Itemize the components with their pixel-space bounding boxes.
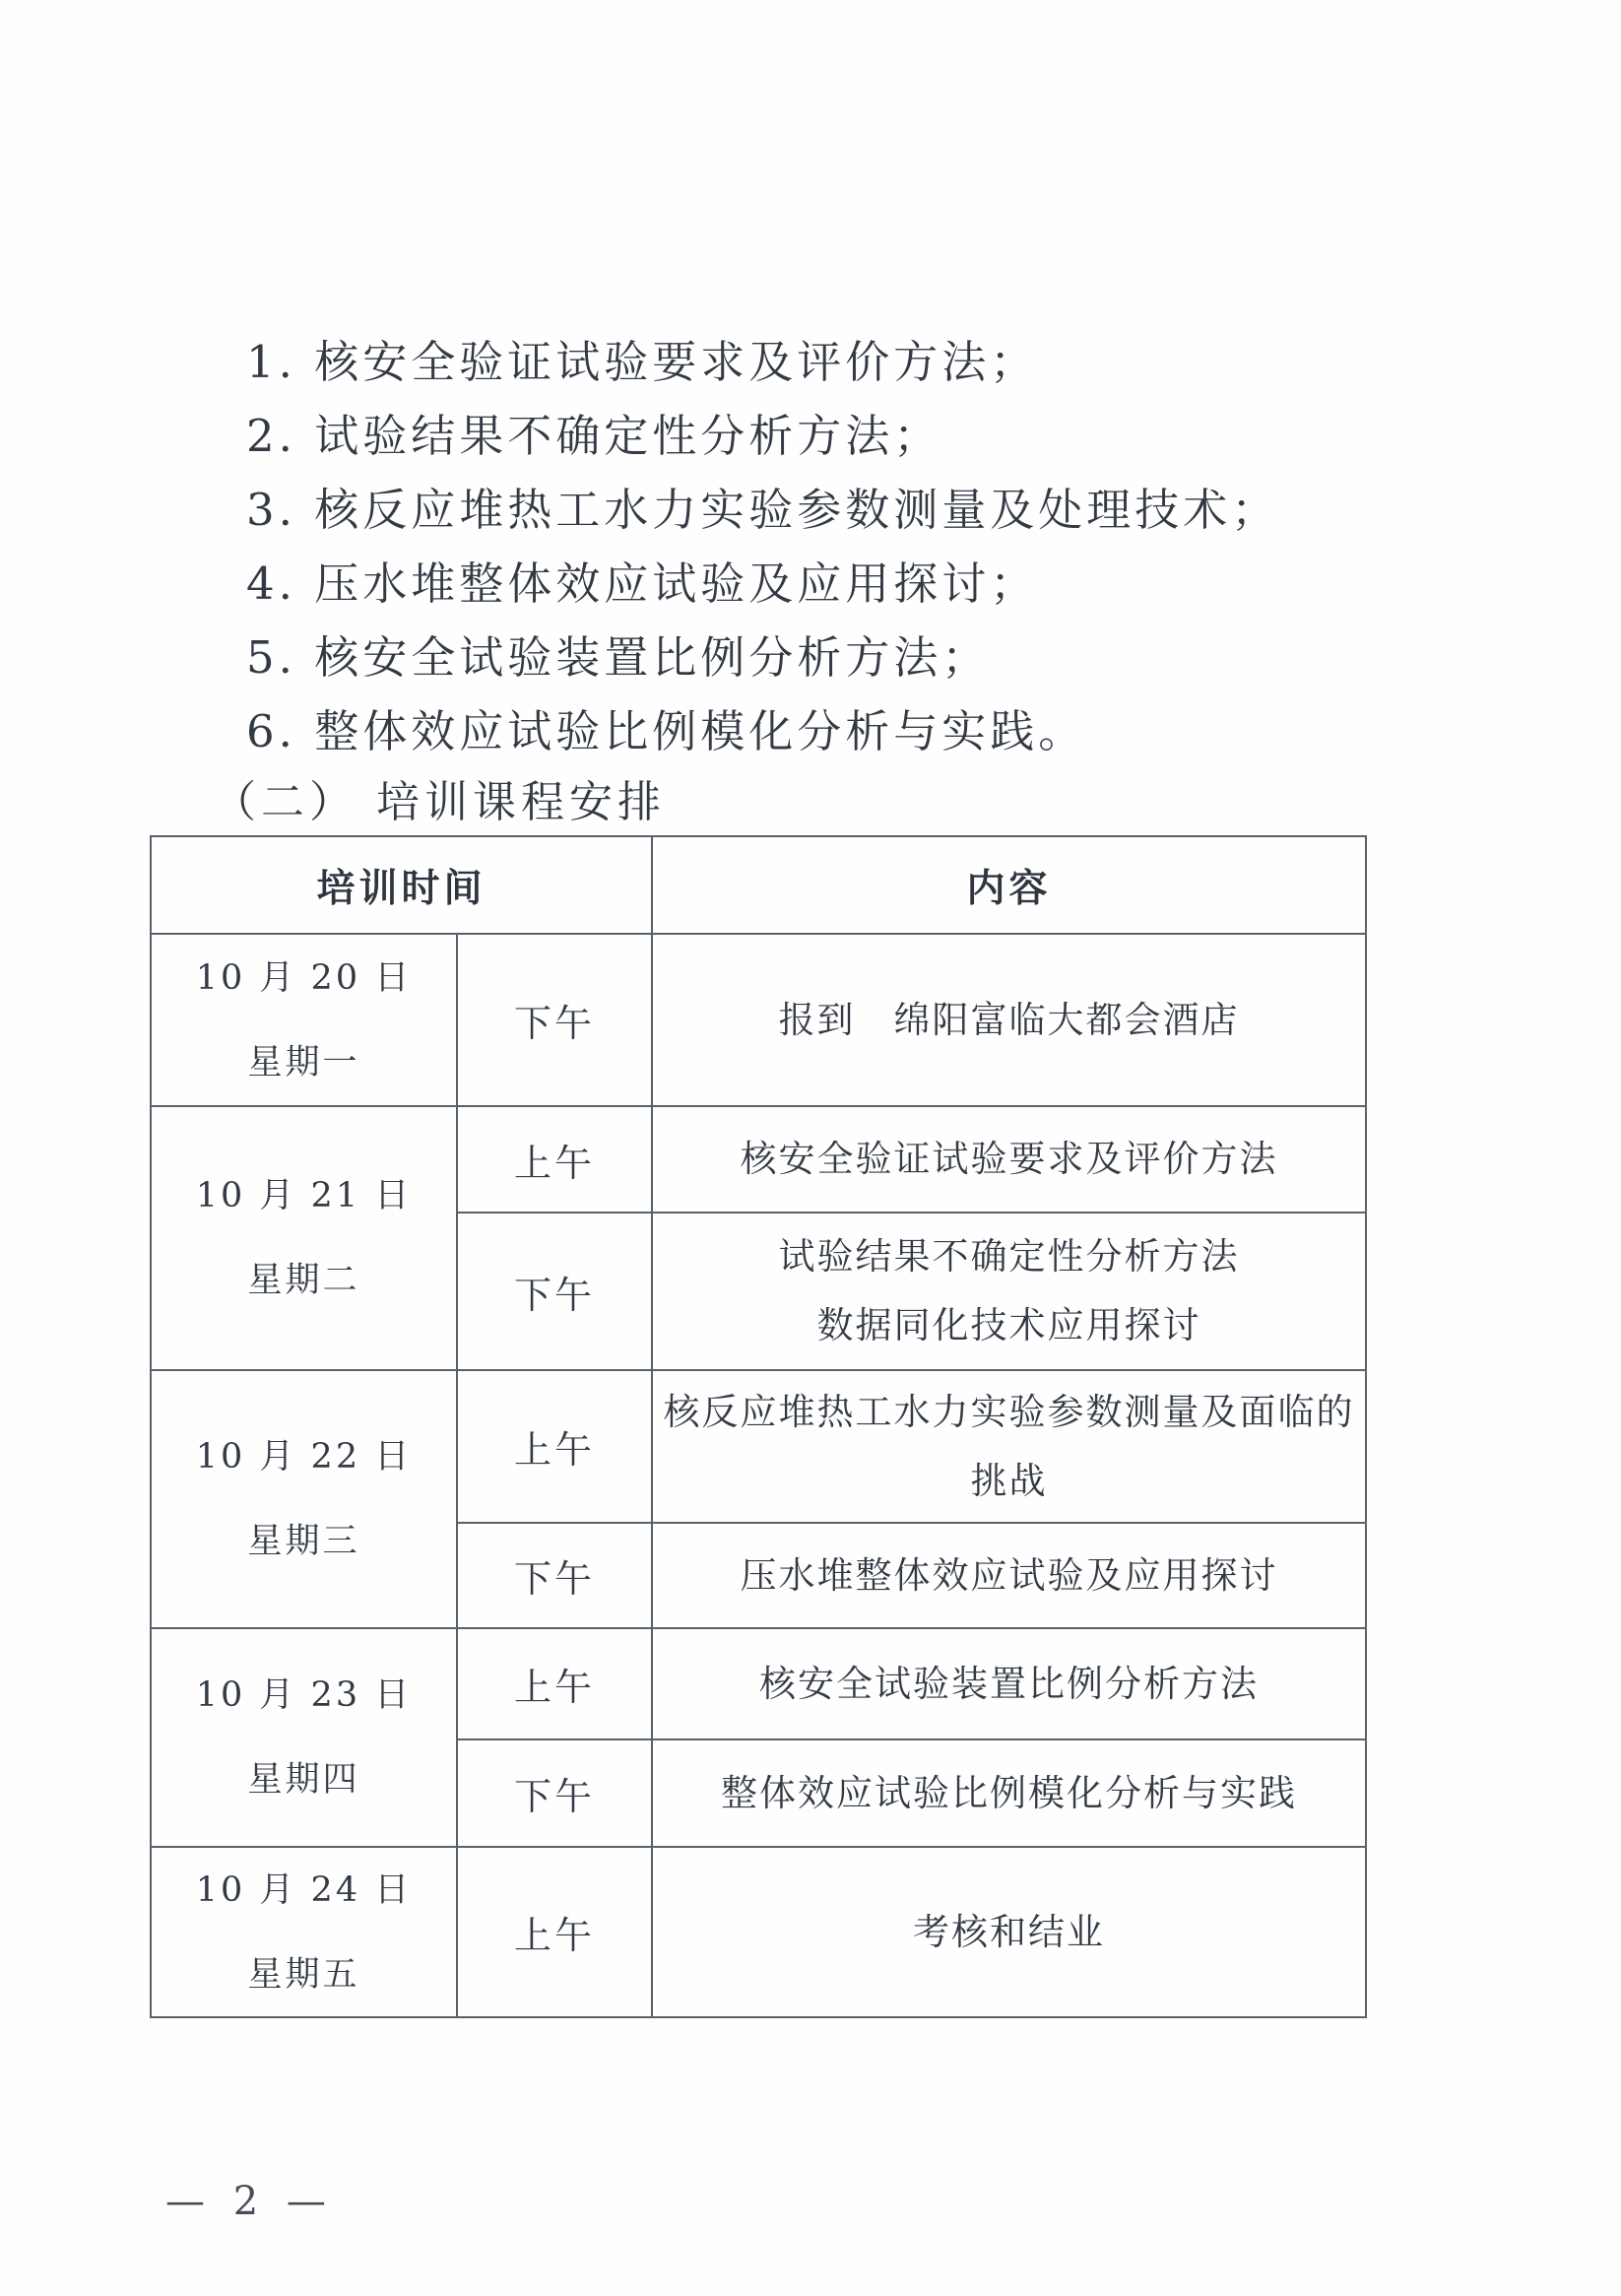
date-cell — [151, 1628, 457, 1847]
table-row — [151, 1628, 1366, 1739]
weekday-text: 星期二 — [247, 1261, 360, 1300]
date-cell — [151, 1847, 457, 2017]
time-cell: 上午 — [457, 1106, 652, 1213]
content-line: 报到 绵阳富临大都会酒店 — [778, 998, 1240, 1041]
table-header-row — [151, 836, 1366, 934]
weekday-text: 星期五 — [247, 1954, 360, 1995]
content-cell — [652, 1523, 1366, 1628]
content-line: 核反应堆热工水力实验参数测量及面临的 — [663, 1390, 1355, 1433]
table-row — [151, 1370, 1366, 1523]
content-line: 压水堆整体效应试验及应用探讨 — [740, 1553, 1278, 1597]
schedule-table — [150, 835, 1367, 2018]
section-heading: （二） 培训课程安排 — [213, 777, 666, 827]
date-text: 10 月 20 日 — [195, 957, 413, 998]
weekday-text: 星期四 — [247, 1760, 360, 1800]
page-number: — 2 — — [165, 2179, 334, 2224]
table-header-time: 培训时间 — [151, 836, 652, 934]
list-item: 3. 核反应堆热工水力实验参数测量及处理技术； — [246, 484, 1280, 536]
course-topic-list — [246, 325, 1279, 768]
content-cell — [652, 1739, 1366, 1847]
date-text: 10 月 21 日 — [195, 1176, 413, 1215]
time-cell: 上午 — [457, 1628, 652, 1739]
table-row — [151, 1847, 1366, 2017]
list-item: 5. 核安全试验装置比例分析方法； — [246, 631, 991, 684]
table-row — [151, 1106, 1366, 1213]
content-cell — [652, 1213, 1366, 1370]
time-cell: 下午 — [457, 1739, 652, 1847]
content-line: 试验结果不确定性分析方法 — [778, 1235, 1240, 1278]
date-cell — [151, 1106, 457, 1370]
time-cell: 上午 — [457, 1847, 652, 2017]
list-item: 6. 整体效应试验比例模化分析与实践。 — [246, 705, 1087, 757]
content-cell — [652, 1847, 1366, 2017]
table-header-content: 内容 — [652, 836, 1366, 934]
list-item: 2. 试验结果不确定性分析方法； — [246, 410, 942, 462]
list-item: 4. 压水堆整体效应试验及应用探讨； — [246, 558, 1039, 610]
date-text: 10 月 22 日 — [195, 1437, 413, 1476]
time-cell: 下午 — [457, 934, 652, 1106]
content-line: 数据同化技术应用探讨 — [816, 1304, 1201, 1346]
time-cell: 下午 — [457, 1523, 652, 1628]
time-cell: 上午 — [457, 1370, 652, 1523]
content-line: 核安全试验装置比例分析方法 — [759, 1662, 1260, 1705]
content-cell — [652, 1106, 1366, 1213]
content-cell — [652, 1628, 1366, 1739]
list-item: 1. 核安全验证试验要求及评价方法； — [246, 336, 1039, 388]
date-cell — [151, 934, 457, 1106]
content-cell — [652, 934, 1366, 1106]
content-line: 考核和结业 — [913, 1910, 1106, 1953]
weekday-text: 星期一 — [247, 1042, 360, 1082]
content-line: 整体效应试验比例模化分析与实践 — [721, 1771, 1298, 1814]
date-text: 10 月 24 日 — [195, 1870, 413, 1910]
time-cell: 下午 — [457, 1213, 652, 1370]
date-cell — [151, 1370, 457, 1628]
weekday-text: 星期三 — [247, 1522, 360, 1561]
table-row — [151, 934, 1366, 1106]
content-line: 挑战 — [970, 1459, 1048, 1502]
date-text: 10 月 23 日 — [195, 1675, 413, 1715]
content-cell — [652, 1370, 1366, 1523]
content-line: 核安全验证试验要求及评价方法 — [740, 1138, 1278, 1180]
